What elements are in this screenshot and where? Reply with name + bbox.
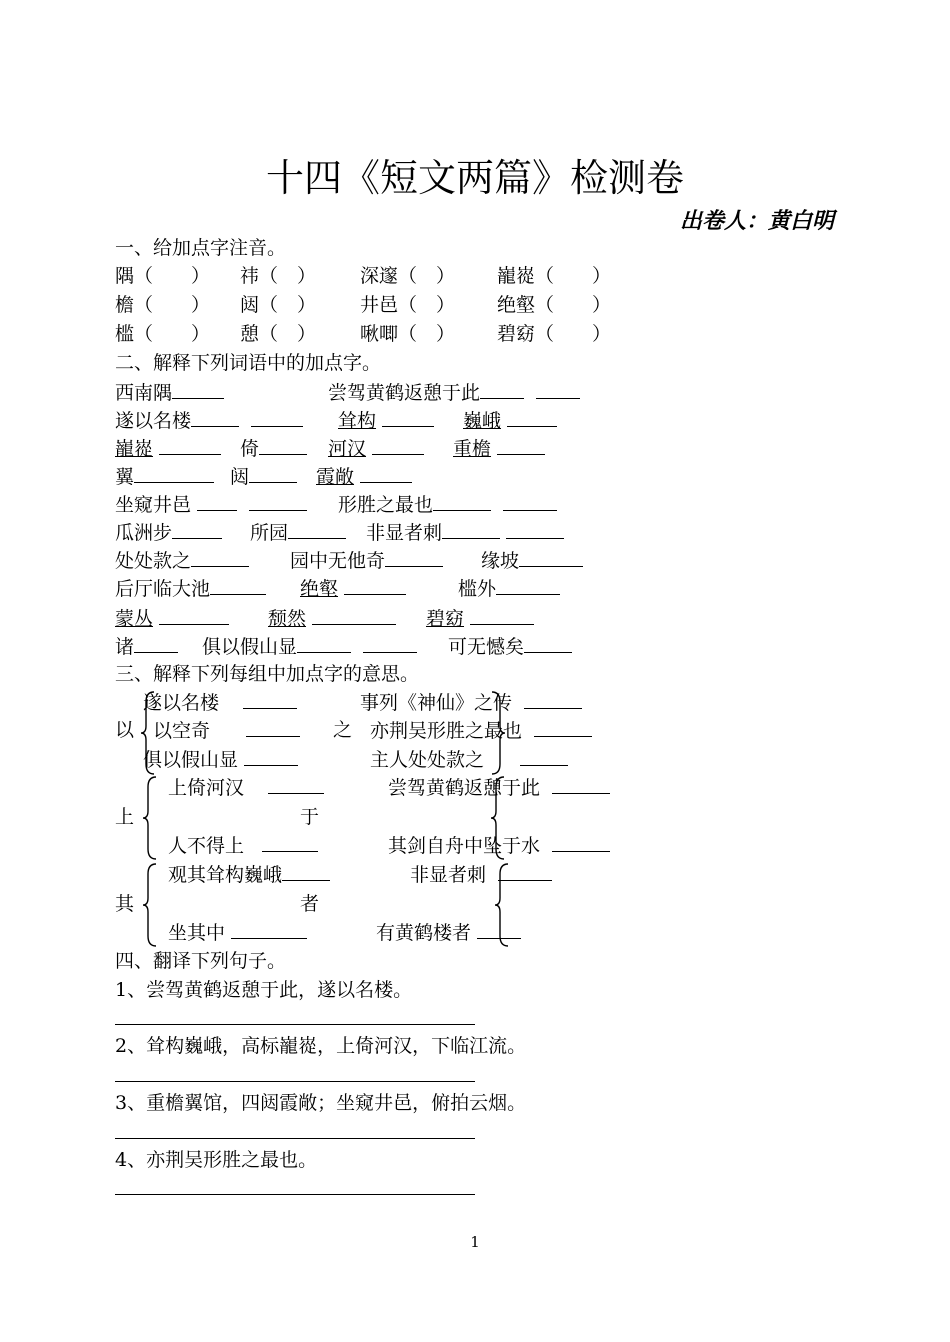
answer-blank[interactable] (246, 716, 300, 737)
answer-blank[interactable] (288, 518, 346, 539)
group-item: 观其耸构巍峨 (168, 864, 283, 886)
right-brace-icon (488, 690, 506, 776)
translate-sentence: 1、尝驾黄鹤返憩于此，遂以名楼。 (115, 979, 413, 1001)
group-item: 非显者刺 (410, 864, 487, 886)
answer-blank[interactable] (507, 406, 557, 427)
answer-blank[interactable] (134, 462, 214, 483)
answer-blank[interactable] (231, 918, 307, 939)
answer-blank[interactable] (282, 860, 330, 881)
group-item: 人不得上 (168, 835, 245, 857)
term: 碧窈 (426, 608, 465, 630)
answer-blank[interactable] (382, 406, 434, 427)
translate-sentence: 3、重檐翼馆，四闼霞敞；坐窥井邑，俯拍云烟。 (115, 1092, 527, 1114)
group-item: 遂以名楼 (143, 692, 220, 714)
answer-line[interactable] (115, 1194, 475, 1195)
answer-line[interactable] (115, 1138, 475, 1139)
answer-blank[interactable] (433, 490, 491, 511)
left-brace-icon (142, 775, 160, 861)
answer-blank[interactable] (519, 546, 583, 567)
section1-heading: 一、给加点字注音。 (115, 237, 287, 259)
section3-heading: 三、解释下列每组中加点字的意思。 (115, 663, 420, 685)
term: 形胜之最也 (338, 494, 434, 516)
term: 遂以名楼 (115, 410, 192, 432)
group-item: 上倚河汉 (168, 777, 245, 799)
translate-sentence: 2、耸构巍峨，高标巃嵸，上倚河汉，下临江流。 (115, 1035, 527, 1057)
term: 后厅临大池 (115, 578, 211, 600)
term: 蒙丛 (115, 608, 154, 630)
term: 诸 (115, 636, 135, 658)
group-item: 主人处处款之 (370, 749, 485, 771)
section2-heading: 二、解释下列词语中的加点字。 (115, 352, 382, 374)
term: 霞敞 (316, 466, 355, 488)
term: 槛外 (458, 578, 497, 600)
group-item: 尝驾黄鹤返憩于此 (388, 777, 541, 799)
pinyin-item: 井邑（ ） (360, 294, 456, 316)
term: 俱以假山显 (202, 636, 298, 658)
answer-blank[interactable] (363, 632, 417, 653)
group-label-zhi: 之 (333, 719, 353, 741)
answer-blank[interactable] (159, 604, 229, 625)
group-item: 坐其中 (168, 922, 226, 944)
group-label-shang: 上 (115, 806, 135, 828)
left-brace-icon (490, 775, 508, 861)
term: 非显者刺 (366, 522, 443, 544)
answer-blank[interactable] (191, 406, 239, 427)
answer-blank[interactable] (251, 406, 303, 427)
answer-blank[interactable] (552, 831, 610, 852)
term: 处处款之 (115, 550, 192, 572)
term: 尝驾黄鹤返憩于此 (328, 382, 481, 404)
term: 巃嵸 (115, 438, 154, 460)
group-item: 亦荆吴形胜之最也 (370, 720, 523, 742)
term: 闼 (230, 466, 250, 488)
answer-blank[interactable] (442, 518, 500, 539)
translate-sentence: 4、亦荆吴形胜之最也。 (115, 1149, 318, 1171)
term: 瓜洲步 (115, 522, 173, 544)
pinyin-item: 绝壑（ ） (497, 294, 612, 316)
term: 倚 (240, 438, 260, 460)
pinyin-item: 祎（ ） (240, 265, 317, 287)
group-label-zhe: 者 (300, 893, 320, 915)
term: 所园 (250, 522, 289, 544)
answer-blank[interactable] (134, 632, 178, 653)
answer-blank[interactable] (480, 378, 524, 399)
answer-blank[interactable] (268, 773, 324, 794)
term: 耸构 (338, 410, 377, 432)
author-line: 出卷人：黄白明 (679, 208, 834, 234)
answer-blank[interactable] (385, 546, 443, 567)
answer-blank[interactable] (297, 632, 351, 653)
pinyin-item: 啾唧（ ） (360, 323, 456, 345)
answer-blank[interactable] (344, 574, 406, 595)
answer-blank[interactable] (360, 462, 412, 483)
answer-blank[interactable] (503, 490, 557, 511)
answer-blank[interactable] (496, 574, 560, 595)
term: 重檐 (453, 438, 492, 460)
answer-line[interactable] (115, 1024, 475, 1025)
page-title: 十四《短文两篇》检测卷 (265, 156, 684, 200)
group-item: 以空奇 (153, 720, 211, 742)
answer-blank[interactable] (172, 378, 224, 399)
pinyin-item: 憩（ ） (240, 323, 317, 345)
answer-blank[interactable] (249, 490, 307, 511)
left-brace-icon (142, 862, 160, 948)
answer-blank[interactable] (244, 745, 298, 766)
answer-blank[interactable] (312, 604, 396, 625)
answer-blank[interactable] (470, 604, 534, 625)
answer-blank[interactable] (497, 434, 545, 455)
pinyin-item: 深邃（ ） (360, 265, 456, 287)
answer-blank[interactable] (536, 378, 580, 399)
answer-blank[interactable] (534, 716, 592, 737)
term: 绝壑 (300, 578, 339, 600)
answer-blank[interactable] (159, 434, 221, 455)
term: 园中无他奇 (290, 550, 386, 572)
answer-blank[interactable] (552, 773, 610, 794)
pinyin-item: 巃嵸（ ） (497, 265, 612, 287)
section4-heading: 四、翻译下列句子。 (115, 950, 287, 972)
group-label-qi: 其 (115, 893, 135, 915)
group-item: 有黄鹤楼者 (376, 922, 472, 944)
term: 颓然 (268, 608, 307, 630)
term: 巍峨 (463, 410, 502, 432)
answer-blank[interactable] (243, 688, 297, 709)
group-label-yu: 于 (300, 806, 320, 828)
term: 翼 (115, 466, 135, 488)
pinyin-item: 闼（ ） (240, 294, 317, 316)
answer-blank[interactable] (197, 490, 237, 511)
answer-blank[interactable] (262, 831, 318, 852)
answer-blank[interactable] (191, 546, 249, 567)
answer-blank[interactable] (520, 745, 568, 766)
answer-blank[interactable] (524, 688, 582, 709)
left-brace-icon (494, 862, 512, 948)
pinyin-item: 隅（ ） (115, 265, 211, 287)
page-number: 1 (470, 1233, 480, 1251)
term: 可无憾矣 (448, 636, 525, 658)
term: 缘坡 (481, 550, 520, 572)
group-item: 其剑自舟中坠于水 (388, 835, 541, 857)
group-label-yi: 以 (115, 719, 135, 741)
answer-blank[interactable] (249, 462, 297, 483)
pinyin-item: 槛（ ） (115, 323, 211, 345)
answer-blank[interactable] (259, 434, 307, 455)
answer-blank[interactable] (210, 574, 266, 595)
answer-blank[interactable] (524, 632, 572, 653)
answer-line[interactable] (115, 1081, 475, 1082)
pinyin-item: 檐（ ） (115, 294, 211, 316)
group-item: 俱以假山显 (143, 749, 239, 771)
term: 河汉 (328, 438, 367, 460)
answer-blank[interactable] (372, 434, 424, 455)
group-item: 事列《神仙》之传 (360, 692, 513, 714)
answer-blank[interactable] (172, 518, 222, 539)
term: 坐窥井邑 (115, 494, 192, 516)
answer-blank[interactable] (506, 518, 564, 539)
pinyin-item: 碧窈（ ） (497, 323, 612, 345)
term: 西南隅 (115, 382, 173, 404)
